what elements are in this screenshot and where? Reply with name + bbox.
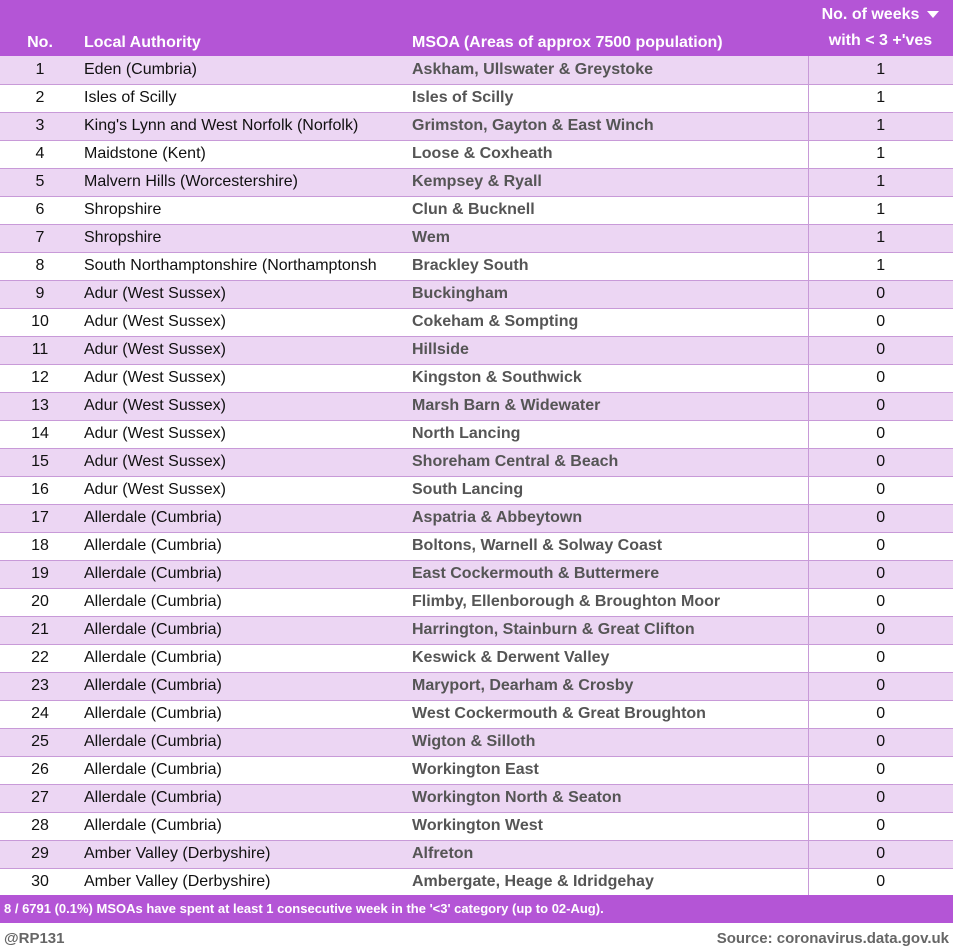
table-row — [0, 196, 953, 224]
cell-no: 21 — [0, 616, 80, 644]
cell-local-authority: Adur (West Sussex) — [80, 420, 408, 448]
footnote: 8 / 6791 (0.1%) MSOAs have spent at least 1 consecutive week in the '<3' category (up to 02-Aug). — [0, 895, 953, 923]
cell-msoa: Kempsey & Ryall — [408, 168, 808, 196]
cell-no: 4 — [0, 140, 80, 168]
cell-no: 22 — [0, 644, 80, 672]
cell-msoa: Kingston & Southwick — [408, 364, 808, 392]
cell-no: 2 — [0, 84, 80, 112]
cell-msoa: Workington North & Seaton — [408, 784, 808, 812]
cell-msoa: Alfreton — [408, 840, 808, 868]
cell-weeks: 1 — [808, 224, 953, 252]
cell-no: 14 — [0, 420, 80, 448]
table-row — [0, 588, 953, 616]
cell-weeks: 1 — [808, 140, 953, 168]
cell-local-authority: Shropshire — [80, 224, 408, 252]
table-row — [0, 392, 953, 420]
cell-weeks: 0 — [808, 840, 953, 868]
table-body — [0, 56, 953, 896]
cell-msoa: Keswick & Derwent Valley — [408, 644, 808, 672]
cell-no: 20 — [0, 588, 80, 616]
cell-local-authority: Malvern Hills (Worcestershire) — [80, 168, 408, 196]
cell-local-authority: Adur (West Sussex) — [80, 392, 408, 420]
cell-weeks: 0 — [808, 588, 953, 616]
sort-descending-icon[interactable] — [927, 11, 939, 18]
cell-weeks: 0 — [808, 616, 953, 644]
cell-msoa: North Lancing — [408, 420, 808, 448]
cell-no: 16 — [0, 476, 80, 504]
cell-weeks: 1 — [808, 168, 953, 196]
header-row — [0, 0, 953, 56]
cell-no: 10 — [0, 308, 80, 336]
header-no: No. — [27, 34, 53, 51]
cell-weeks: 0 — [808, 532, 953, 560]
table-row — [0, 420, 953, 448]
cell-weeks: 0 — [808, 700, 953, 728]
cell-weeks: 0 — [808, 392, 953, 420]
cell-no: 3 — [0, 112, 80, 140]
table-row — [0, 84, 953, 112]
cell-no: 5 — [0, 168, 80, 196]
cell-local-authority: Allerdale (Cumbria) — [80, 784, 408, 812]
table-row — [0, 812, 953, 840]
cell-msoa: Askham, Ullswater & Greystoke — [408, 56, 808, 84]
cell-msoa: Aspatria & Abbeytown — [408, 504, 808, 532]
cell-weeks: 1 — [808, 84, 953, 112]
cell-msoa: Buckingham — [408, 280, 808, 308]
cell-local-authority: Allerdale (Cumbria) — [80, 504, 408, 532]
cell-local-authority: Adur (West Sussex) — [80, 280, 408, 308]
cell-msoa: Brackley South — [408, 252, 808, 280]
cell-msoa: Shoreham Central & Beach — [408, 448, 808, 476]
cell-weeks: 0 — [808, 672, 953, 700]
cell-local-authority: Eden (Cumbria) — [80, 56, 408, 84]
cell-local-authority: Allerdale (Cumbria) — [80, 588, 408, 616]
cell-msoa: South Lancing — [408, 476, 808, 504]
cell-weeks: 0 — [808, 448, 953, 476]
table-row — [0, 140, 953, 168]
table-row — [0, 504, 953, 532]
cell-local-authority: Adur (West Sussex) — [80, 476, 408, 504]
cell-no: 28 — [0, 812, 80, 840]
cell-msoa: Grimston, Gayton & East Winch — [408, 112, 808, 140]
cell-weeks: 0 — [808, 756, 953, 784]
header-weeks[interactable] — [808, 0, 953, 56]
cell-local-authority: Allerdale (Cumbria) — [80, 532, 408, 560]
cell-local-authority: Allerdale (Cumbria) — [80, 700, 408, 728]
cell-no: 29 — [0, 840, 80, 868]
cell-msoa: Isles of Scilly — [408, 84, 808, 112]
cell-msoa: Clun & Bucknell — [408, 196, 808, 224]
cell-weeks: 0 — [808, 308, 953, 336]
cell-weeks: 1 — [808, 196, 953, 224]
cell-msoa: Wem — [408, 224, 808, 252]
cell-no: 26 — [0, 756, 80, 784]
cell-local-authority: Allerdale (Cumbria) — [80, 812, 408, 840]
cell-no: 12 — [0, 364, 80, 392]
table-row — [0, 644, 953, 672]
cell-msoa: Workington West — [408, 812, 808, 840]
cell-no: 17 — [0, 504, 80, 532]
cell-local-authority: Shropshire — [80, 196, 408, 224]
cell-msoa: Workington East — [408, 756, 808, 784]
cell-no: 27 — [0, 784, 80, 812]
table-row — [0, 308, 953, 336]
cell-weeks: 0 — [808, 784, 953, 812]
cell-local-authority: Adur (West Sussex) — [80, 308, 408, 336]
table-row — [0, 280, 953, 308]
header-local-authority: Local Authority — [84, 34, 201, 51]
cell-local-authority: Allerdale (Cumbria) — [80, 728, 408, 756]
cell-local-authority: Allerdale (Cumbria) — [80, 756, 408, 784]
cell-msoa: East Cockermouth & Buttermere — [408, 560, 808, 588]
cell-weeks: 1 — [808, 252, 953, 280]
cell-no: 15 — [0, 448, 80, 476]
table-row — [0, 560, 953, 588]
cell-local-authority: Adur (West Sussex) — [80, 364, 408, 392]
table-row — [0, 112, 953, 140]
cell-no: 6 — [0, 196, 80, 224]
cell-weeks: 0 — [808, 336, 953, 364]
table-row — [0, 868, 953, 896]
cell-weeks: 0 — [808, 420, 953, 448]
table-row — [0, 168, 953, 196]
cell-weeks: 1 — [808, 112, 953, 140]
cell-msoa: Cokeham & Sompting — [408, 308, 808, 336]
table-row — [0, 448, 953, 476]
cell-weeks: 0 — [808, 812, 953, 840]
cell-msoa: Hillside — [408, 336, 808, 364]
cell-no: 23 — [0, 672, 80, 700]
cell-msoa: Harrington, Stainburn & Great Clifton — [408, 616, 808, 644]
table-row — [0, 336, 953, 364]
table-row — [0, 252, 953, 280]
cell-local-authority: Amber Valley (Derbyshire) — [80, 840, 408, 868]
cell-weeks: 0 — [808, 504, 953, 532]
table-row — [0, 784, 953, 812]
cell-local-authority: Amber Valley (Derbyshire) — [80, 868, 408, 896]
cell-local-authority: Allerdale (Cumbria) — [80, 616, 408, 644]
header-weeks-line2: with < 3 +'ves — [828, 32, 933, 49]
cell-local-authority: Maidstone (Kent) — [80, 140, 408, 168]
table-row — [0, 224, 953, 252]
cell-weeks: 0 — [808, 560, 953, 588]
cell-weeks: 1 — [808, 56, 953, 84]
cell-weeks: 0 — [808, 364, 953, 392]
table-row — [0, 672, 953, 700]
cell-weeks: 0 — [808, 868, 953, 896]
cell-weeks: 0 — [808, 728, 953, 756]
cell-local-authority: Isles of Scilly — [80, 84, 408, 112]
cell-no: 7 — [0, 224, 80, 252]
cell-msoa: Maryport, Dearham & Crosby — [408, 672, 808, 700]
cell-msoa: Loose & Coxheath — [408, 140, 808, 168]
cell-msoa: Wigton & Silloth — [408, 728, 808, 756]
cell-local-authority: King's Lynn and West Norfolk (Norfolk) — [80, 112, 408, 140]
source: Source: coronavirus.data.gov.uk — [716, 930, 949, 947]
table-row — [0, 756, 953, 784]
table-row — [0, 840, 953, 868]
cell-msoa: Flimby, Ellenborough & Broughton Moor — [408, 588, 808, 616]
table-row — [0, 364, 953, 392]
cell-no: 13 — [0, 392, 80, 420]
cell-no: 11 — [0, 336, 80, 364]
header-msoa: MSOA (Areas of approx 7500 population) — [412, 34, 723, 51]
table-row — [0, 56, 953, 84]
cell-local-authority: Allerdale (Cumbria) — [80, 644, 408, 672]
cell-no: 8 — [0, 252, 80, 280]
cell-no: 9 — [0, 280, 80, 308]
cell-weeks: 0 — [808, 476, 953, 504]
cell-msoa: West Cockermouth & Great Broughton — [408, 700, 808, 728]
cell-local-authority: Allerdale (Cumbria) — [80, 672, 408, 700]
cell-msoa: Marsh Barn & Widewater — [408, 392, 808, 420]
table-header — [0, 0, 953, 56]
cell-no: 24 — [0, 700, 80, 728]
cell-weeks: 0 — [808, 644, 953, 672]
cell-no: 30 — [0, 868, 80, 896]
cell-msoa: Boltons, Warnell & Solway Coast — [408, 532, 808, 560]
table-row — [0, 476, 953, 504]
cell-local-authority: Adur (West Sussex) — [80, 448, 408, 476]
table-row — [0, 700, 953, 728]
table-row — [0, 616, 953, 644]
cell-no: 19 — [0, 560, 80, 588]
cell-weeks: 0 — [808, 280, 953, 308]
cell-msoa: Ambergate, Heage & Idridgehay — [408, 868, 808, 896]
table-row — [0, 532, 953, 560]
header-weeks-line1: No. of weeks — [821, 6, 920, 23]
cell-local-authority: Adur (West Sussex) — [80, 336, 408, 364]
cell-no: 18 — [0, 532, 80, 560]
credit: @RP131 — [4, 930, 65, 947]
cell-local-authority: Allerdale (Cumbria) — [80, 560, 408, 588]
cell-local-authority: South Northamptonshire (Northamptonsh — [80, 252, 408, 280]
cell-no: 1 — [0, 56, 80, 84]
cell-no: 25 — [0, 728, 80, 756]
table-row — [0, 728, 953, 756]
